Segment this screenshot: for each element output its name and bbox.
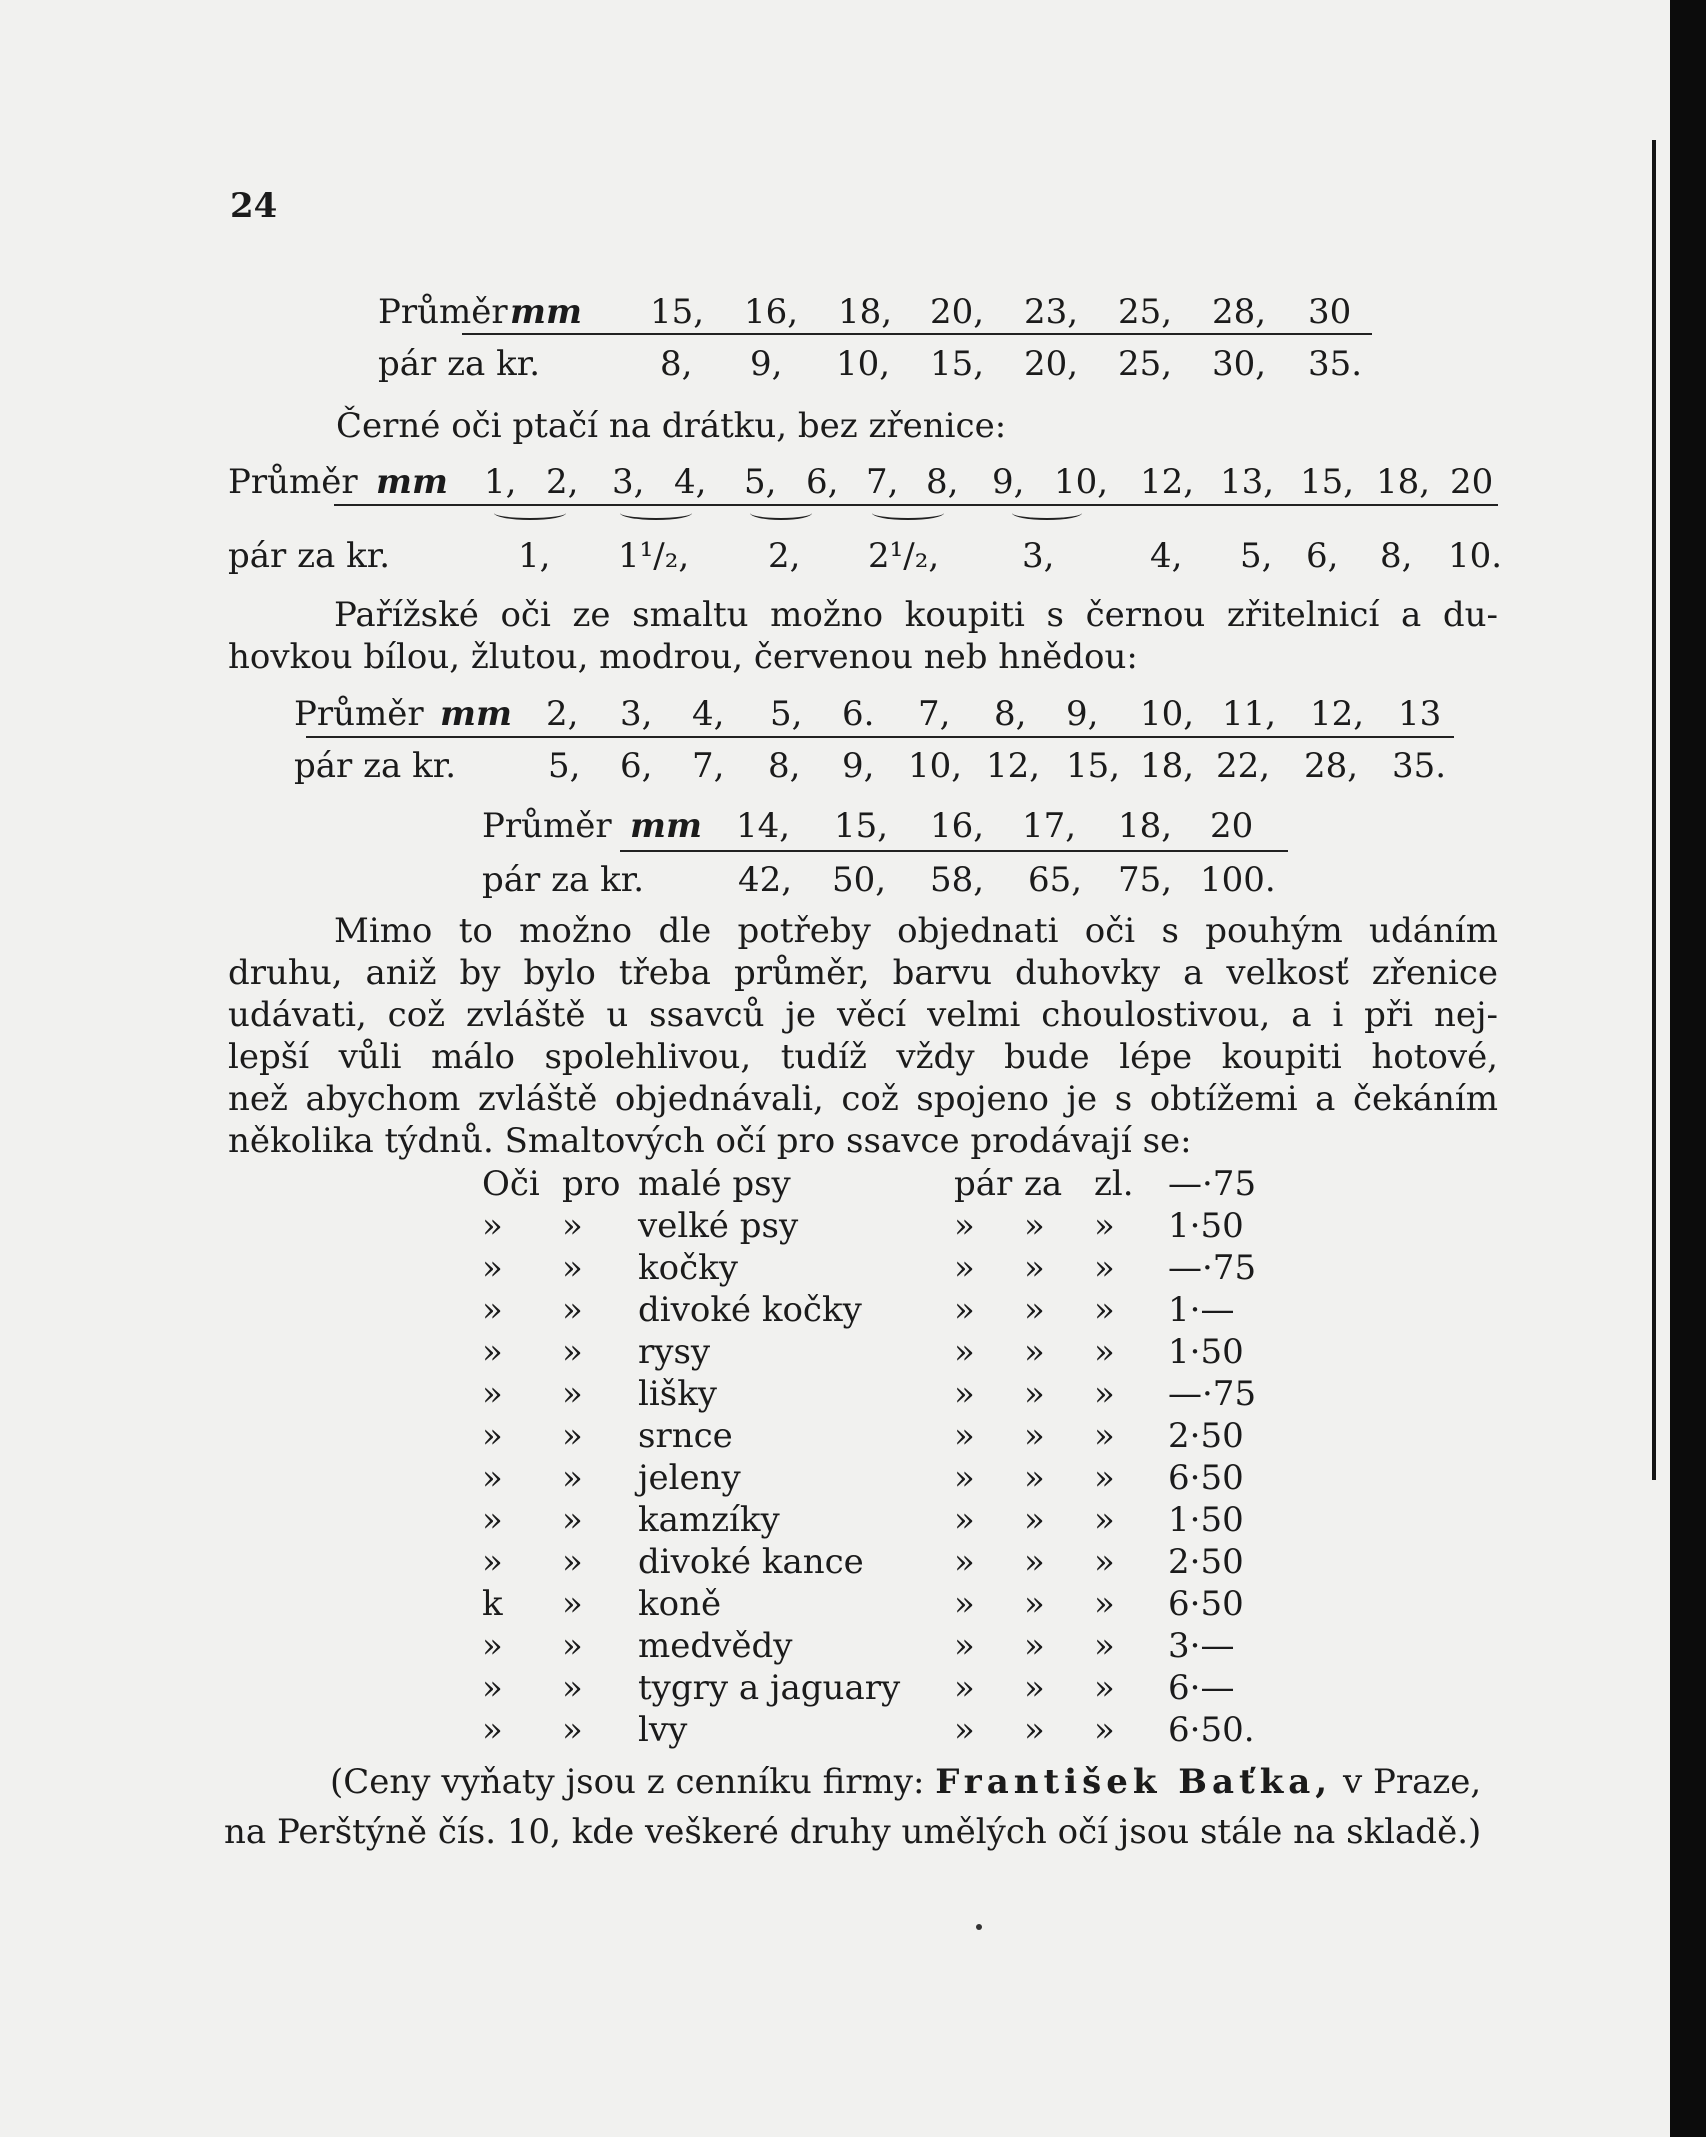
text-line: několika týdnů. Smaltových očí pro ssavce prodávají se:: [228, 1121, 1192, 1161]
row-prefix-1: »: [482, 1332, 503, 1372]
row-prefix-1: »: [482, 1290, 503, 1330]
value: 5,: [744, 462, 777, 502]
pair-brace: [750, 506, 812, 520]
price-list-row: [0, 1164, 1706, 1206]
unit-pair: »: [954, 1500, 975, 1540]
table-rule: [306, 736, 1454, 738]
price-label: pár za kr.: [294, 746, 457, 786]
row-prefix-1: »: [482, 1206, 503, 1246]
value: 3,: [612, 462, 645, 502]
value: 23,: [1024, 292, 1079, 332]
footnote-text: (Ceny vyňaty jsou z cenníku firmy:: [330, 1762, 925, 1802]
value: 7,: [692, 746, 725, 786]
price-value: —·75: [1168, 1164, 1257, 1204]
unit-currency: »: [1094, 1332, 1115, 1372]
unit-pair: »: [954, 1458, 975, 1498]
row-prefix-1: »: [482, 1458, 503, 1498]
unit-pair: »: [954, 1332, 975, 1372]
price-value: 2·50: [1168, 1416, 1244, 1456]
row-prefix-1: »: [482, 1626, 503, 1666]
price-list-row: [0, 1668, 1706, 1710]
value: 9,: [1066, 694, 1099, 734]
row-prefix-2: »: [562, 1668, 583, 1708]
unit-pair: »: [954, 1374, 975, 1414]
unit-pair: »: [954, 1542, 975, 1582]
value: 15,: [930, 344, 985, 384]
price-list-row: [0, 1542, 1706, 1584]
unit-za: »: [1024, 1710, 1045, 1750]
text-line: lepší vůli málo spolehlivou, tudíž vždy bude lépe koupiti hotové,: [228, 1037, 1498, 1077]
value: 20: [1210, 806, 1254, 846]
text-line: hovkou bílou, žlutou, modrou, červenou neb hnědou:: [228, 637, 1138, 677]
unit-za: »: [1024, 1500, 1045, 1540]
value: 6,: [1306, 536, 1339, 576]
value: 10,: [836, 344, 891, 384]
pair-brace: [872, 506, 944, 520]
unit-pair: »: [954, 1668, 975, 1708]
price-list-row: [0, 1374, 1706, 1416]
row-prefix-2: »: [562, 1626, 583, 1666]
value: 15,: [834, 806, 889, 846]
row-prefix-1: »: [482, 1710, 503, 1750]
value: 9,: [842, 746, 875, 786]
animal-name: medvědy: [638, 1626, 793, 1666]
footnote-line-1: [330, 1762, 1481, 1802]
value: 28,: [1304, 746, 1359, 786]
value: 1,: [484, 462, 517, 502]
value: 18,: [1376, 462, 1431, 502]
price-list-row: [0, 1500, 1706, 1542]
value: 6,: [806, 462, 839, 502]
value: 20: [1450, 462, 1494, 502]
price-list-row: [0, 1248, 1706, 1290]
price-value: 3·—: [1168, 1626, 1235, 1666]
unit-pair: »: [954, 1626, 975, 1666]
price-list-row: [0, 1626, 1706, 1668]
value: 8,: [660, 344, 693, 384]
price-label: pár za kr.: [378, 344, 541, 384]
animal-name: malé psy: [638, 1164, 791, 1204]
text-line: udávati, což zvláště u ssavců je věcí velmi choulostivou, a i při nej-: [228, 995, 1498, 1035]
value: 17,: [1022, 806, 1077, 846]
unit-za: »: [1024, 1374, 1045, 1414]
row-prefix-2: »: [562, 1584, 583, 1624]
price-value: 1·—: [1168, 1290, 1235, 1330]
value: 10,: [908, 746, 963, 786]
value: 15,: [1066, 746, 1121, 786]
price-value: 1·50: [1168, 1332, 1244, 1372]
pair-brace: [494, 506, 566, 520]
unit-currency: »: [1094, 1248, 1115, 1288]
row-prefix-2: »: [562, 1416, 583, 1456]
value: 35.: [1308, 344, 1363, 384]
price-list-row: [0, 1290, 1706, 1332]
value: 42,: [738, 860, 793, 900]
unit-currency: »: [1094, 1290, 1115, 1330]
text-line: Mimo to možno dle potřeby objednati oči s pouhým udáním: [334, 911, 1498, 951]
diameter-label: Průměr: [228, 462, 358, 502]
row-prefix-1: »: [482, 1500, 503, 1540]
value: 9,: [992, 462, 1025, 502]
diameter-label: Průměr: [482, 806, 612, 846]
table-rule: [620, 850, 1288, 852]
value: 50,: [832, 860, 887, 900]
row-prefix-2: »: [562, 1458, 583, 1498]
value: 14,: [736, 806, 791, 846]
row-prefix-2: »: [562, 1248, 583, 1288]
animal-name: tygry a jaguary: [638, 1668, 901, 1708]
unit-currency: zl.: [1094, 1164, 1134, 1204]
row-prefix-1: »: [482, 1248, 503, 1288]
price-list-row: [0, 1206, 1706, 1248]
value: 2,: [768, 536, 801, 576]
unit-za: »: [1024, 1668, 1045, 1708]
value: 9,: [750, 344, 783, 384]
unit-currency: »: [1094, 1416, 1115, 1456]
scan-edge: [1670, 0, 1706, 2137]
animal-name: velké psy: [638, 1206, 799, 1246]
unit-label: mm: [510, 292, 582, 332]
paragraph-mimo: [228, 910, 1498, 1162]
unit-za: »: [1024, 1290, 1045, 1330]
value: 5,: [548, 746, 581, 786]
value: 5,: [770, 694, 803, 734]
value: 13: [1398, 694, 1442, 734]
value: 100.: [1200, 860, 1276, 900]
value: 16,: [744, 292, 799, 332]
unit-currency: »: [1094, 1710, 1115, 1750]
value: 18,: [1140, 746, 1195, 786]
row-prefix-2: »: [562, 1206, 583, 1246]
text-line: Pařížské oči ze smaltu možno koupiti s černou zřitelnicí a du-: [334, 595, 1498, 635]
unit-za: »: [1024, 1458, 1045, 1498]
value: 15,: [650, 292, 705, 332]
animal-name: kočky: [638, 1248, 738, 1288]
animal-name: koně: [638, 1584, 722, 1624]
unit-currency: »: [1094, 1206, 1115, 1246]
unit-pair: »: [954, 1290, 975, 1330]
row-prefix-1: »: [482, 1374, 503, 1414]
row-prefix-2: »: [562, 1500, 583, 1540]
value: 10,: [1054, 462, 1109, 502]
unit-za: »: [1024, 1584, 1045, 1624]
value: 11,: [1222, 694, 1277, 734]
unit-za: »: [1024, 1206, 1045, 1246]
value: 16,: [930, 806, 985, 846]
price-value: —·75: [1168, 1374, 1257, 1414]
unit-za: »: [1024, 1332, 1045, 1372]
price-value: 6·50: [1168, 1584, 1244, 1624]
unit-currency: »: [1094, 1584, 1115, 1624]
value: 10,: [1140, 694, 1195, 734]
value: 30: [1308, 292, 1352, 332]
value: 7,: [866, 462, 899, 502]
animal-name: divoké kance: [638, 1542, 864, 1582]
price-value: 6·50: [1168, 1458, 1244, 1498]
value: 6.: [842, 694, 875, 734]
diameter-label: Průměr: [294, 694, 424, 734]
value: 1¹/₂,: [618, 536, 690, 576]
value: 15,: [1300, 462, 1355, 502]
value: 2¹/₂,: [868, 536, 940, 576]
value: 18,: [1118, 806, 1173, 846]
value: 13,: [1220, 462, 1275, 502]
value: 5,: [1240, 536, 1273, 576]
value: 25,: [1118, 344, 1173, 384]
unit-za: »: [1024, 1416, 1045, 1456]
unit-pair: »: [954, 1710, 975, 1750]
heading-black-eyes: Černé oči ptačí na drátku, bez zřenice:: [336, 406, 1007, 446]
price-value: 6·50.: [1168, 1710, 1255, 1750]
price-value: 6·—: [1168, 1668, 1235, 1708]
price-list-row: [0, 1458, 1706, 1500]
row-prefix-2: »: [562, 1374, 583, 1414]
value: 1,: [518, 536, 551, 576]
unit-label: mm: [376, 462, 448, 502]
animal-name: kamzíky: [638, 1500, 780, 1540]
row-prefix-1: Oči: [482, 1164, 540, 1204]
price-value: 2·50: [1168, 1542, 1244, 1582]
unit-currency: »: [1094, 1500, 1115, 1540]
price-label: pár za kr.: [482, 860, 645, 900]
value: 8,: [926, 462, 959, 502]
price-list-row: [0, 1416, 1706, 1458]
pair-brace: [620, 506, 692, 520]
value: 6,: [620, 746, 653, 786]
value: 10.: [1448, 536, 1503, 576]
value: 58,: [930, 860, 985, 900]
value: 12,: [986, 746, 1041, 786]
value: 7,: [918, 694, 951, 734]
paragraph-paris-eyes: [228, 594, 1498, 678]
value: 2,: [546, 694, 579, 734]
value: 8,: [1380, 536, 1413, 576]
unit-currency: »: [1094, 1626, 1115, 1666]
row-prefix-1: k: [482, 1584, 503, 1624]
value: 18,: [838, 292, 893, 332]
value: 65,: [1028, 860, 1083, 900]
animal-name: lišky: [638, 1374, 718, 1414]
value: 75,: [1118, 860, 1173, 900]
value: 4,: [1150, 536, 1183, 576]
price-value: 1·50: [1168, 1206, 1244, 1246]
unit-za: »: [1024, 1626, 1045, 1666]
animal-name: divoké kočky: [638, 1290, 862, 1330]
table-rule: [462, 333, 1372, 335]
row-prefix-2: »: [562, 1542, 583, 1582]
value: 4,: [674, 462, 707, 502]
unit-za: »: [1024, 1248, 1045, 1288]
unit-currency: »: [1094, 1374, 1115, 1414]
value: 8,: [768, 746, 801, 786]
value: 12,: [1140, 462, 1195, 502]
row-prefix-1: »: [482, 1542, 503, 1582]
diameter-label: Průměr: [378, 292, 508, 332]
value: 35.: [1392, 746, 1447, 786]
row-prefix-1: »: [482, 1416, 503, 1456]
row-prefix-2: »: [562, 1290, 583, 1330]
row-prefix-2: »: [562, 1710, 583, 1750]
price-list-row: [0, 1332, 1706, 1374]
unit-za: »: [1024, 1542, 1045, 1582]
price-label: pár za kr.: [228, 536, 391, 576]
text-line: než abychom zvláště objednávali, což spojeno je s obtížemi a čekáním: [228, 1079, 1498, 1119]
value: 4,: [692, 694, 725, 734]
unit-pair: »: [954, 1248, 975, 1288]
animal-name: rysy: [638, 1332, 711, 1372]
value: 28,: [1212, 292, 1267, 332]
unit-label: mm: [630, 806, 702, 846]
value: 2,: [546, 462, 579, 502]
unit-currency: »: [1094, 1542, 1115, 1582]
unit-pair: pár: [954, 1164, 1013, 1204]
page-number: 24: [230, 186, 278, 226]
animal-name: jeleny: [638, 1458, 741, 1498]
unit-label: mm: [440, 694, 512, 734]
footnote-line-2: na Perštýně čís. 10, kde veškeré druhy umělých očí jsou stále na skladě.): [224, 1812, 1482, 1852]
unit-pair: »: [954, 1584, 975, 1624]
animal-name: lvy: [638, 1710, 688, 1750]
row-prefix-1: »: [482, 1668, 503, 1708]
firm-name: František Baťka,: [935, 1762, 1333, 1802]
price-list-row: [0, 1710, 1706, 1752]
unit-pair: »: [954, 1416, 975, 1456]
value: 3,: [1022, 536, 1055, 576]
value: 25,: [1118, 292, 1173, 332]
value: 30,: [1212, 344, 1267, 384]
unit-currency: »: [1094, 1458, 1115, 1498]
text-line: druhu, aniž by bylo třeba průměr, barvu duhovky a velkosť zřenice: [228, 953, 1498, 993]
value: 3,: [620, 694, 653, 734]
row-prefix-2: pro: [562, 1164, 621, 1204]
footnote-text: v Praze,: [1342, 1762, 1482, 1802]
ink-speck: [976, 1924, 982, 1930]
price-list-row: [0, 1584, 1706, 1626]
value: 8,: [994, 694, 1027, 734]
row-prefix-2: »: [562, 1332, 583, 1372]
unit-za: za: [1024, 1164, 1063, 1204]
value: 12,: [1310, 694, 1365, 734]
animal-name: srnce: [638, 1416, 733, 1456]
value: 20,: [1024, 344, 1079, 384]
unit-pair: »: [954, 1206, 975, 1246]
unit-currency: »: [1094, 1668, 1115, 1708]
value: 20,: [930, 292, 985, 332]
price-value: —·75: [1168, 1248, 1257, 1288]
pair-brace: [1012, 506, 1082, 520]
price-value: 1·50: [1168, 1500, 1244, 1540]
value: 22,: [1216, 746, 1271, 786]
